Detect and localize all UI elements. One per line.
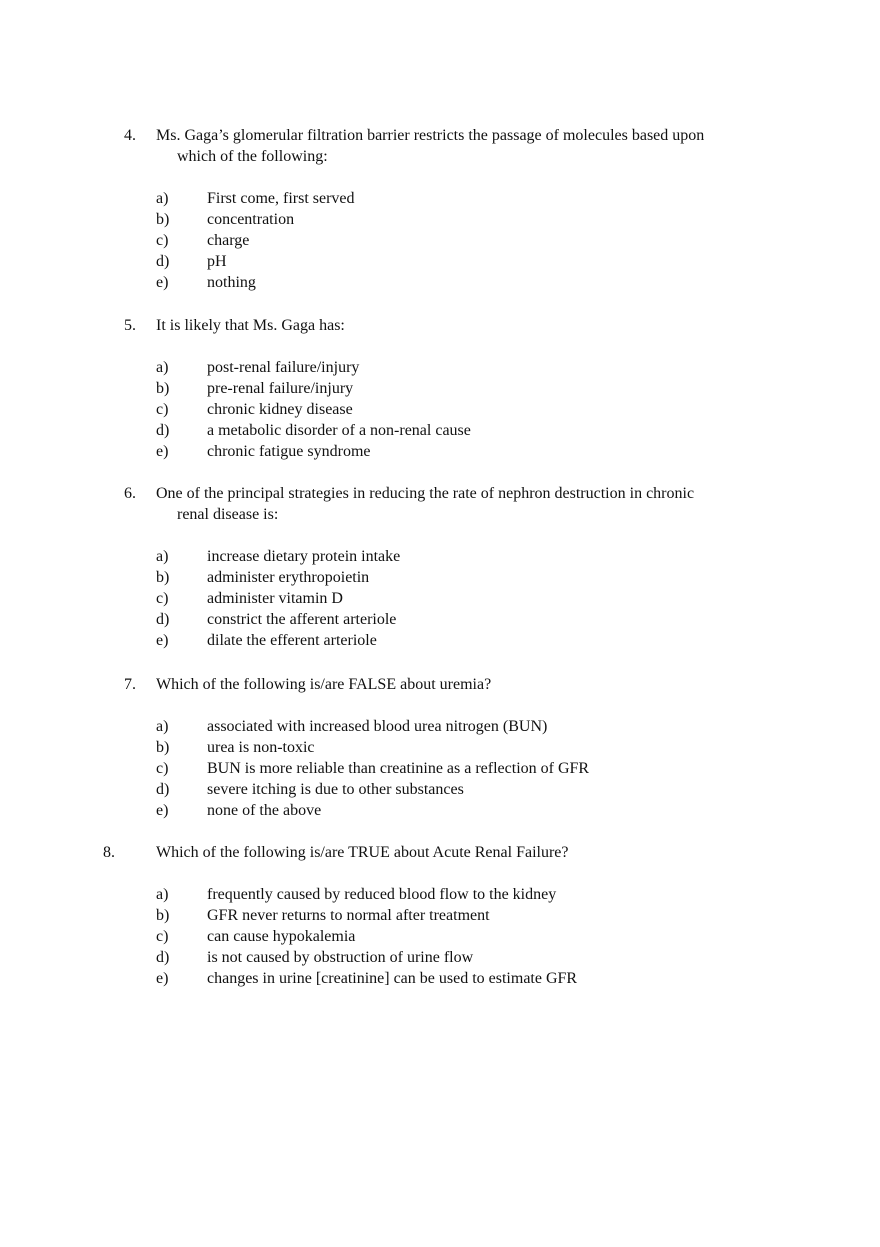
question-text [156,483,694,525]
answer-options [0,188,880,293]
answer-options [0,546,880,651]
option-letter: b) [156,569,170,586]
answer-option [0,758,880,779]
option-text: chronic fatigue syndrome [207,443,371,460]
option-text: chronic kidney disease [207,401,353,418]
option-letter: c) [156,401,169,418]
answer-option [0,546,880,567]
question-text [156,125,704,167]
answer-option [0,251,880,272]
answer-options [0,884,880,989]
option-letter: d) [156,949,170,966]
option-text: is not caused by obstruction of urine flow [207,949,474,966]
option-letter: c) [156,928,169,945]
option-letter: e) [156,632,169,649]
answer-option [0,968,880,989]
option-letter: a) [156,359,169,376]
option-text: post-renal failure/injury [207,359,360,376]
answer-option [0,800,880,821]
option-letter: d) [156,253,170,270]
answer-option [0,630,880,651]
option-letter: a) [156,718,169,735]
option-letter: c) [156,590,169,607]
question-line: Which of the following is/are TRUE about Acute Renal Failure? [156,844,569,861]
question-line: Ms. Gaga’s glomerular filtration barrier restricts the passage of molecules based upon [156,127,705,144]
option-text: associated with increased blood urea nitrogen (BUN) [207,718,548,735]
question-line: One of the principal strategies in reducing the rate of nephron destruction in chronic [156,485,695,502]
option-text: charge [207,232,250,249]
option-letter: e) [156,970,169,987]
option-letter: a) [156,548,169,565]
option-letter: b) [156,739,170,756]
answer-option [0,209,880,230]
answer-options [0,716,880,821]
answer-option [0,230,880,251]
answer-option [0,737,880,758]
answer-option [0,272,880,293]
answer-options [0,357,880,462]
option-text: changes in urine [creatinine] can be used to estimate GFR [207,970,578,987]
option-text: urea is non-toxic [207,739,315,756]
question-line: renal disease is: [177,506,279,523]
option-text: nothing [207,274,256,291]
option-letter: c) [156,760,169,777]
option-text: BUN is more reliable than creatinine as a reflection of GFR [207,760,590,777]
answer-option [0,188,880,209]
option-text: concentration [207,211,295,228]
answer-option [0,905,880,926]
question-text [156,674,491,695]
option-letter: b) [156,211,170,228]
question-number: 8. [103,844,115,861]
option-text: can cause hypokalemia [207,928,356,945]
answer-option [0,588,880,609]
option-text: First come, first served [207,190,355,207]
answer-option [0,884,880,905]
option-text: frequently caused by reduced blood flow to the kidney [207,886,557,903]
option-letter: d) [156,422,170,439]
option-letter: e) [156,443,169,460]
option-text: pre-renal failure/injury [207,380,354,397]
option-letter: a) [156,190,169,207]
option-text: increase dietary protein intake [207,548,401,565]
question-line: which of the following: [177,148,328,165]
option-letter: c) [156,232,169,249]
option-letter: e) [156,802,169,819]
option-text: severe itching is due to other substances [207,781,464,798]
option-text: GFR never returns to normal after treatment [207,907,490,924]
option-text: pH [207,253,227,270]
answer-option [0,441,880,462]
question-line: It is likely that Ms. Gaga has: [156,317,345,334]
option-letter: b) [156,380,170,397]
question-number: 6. [124,485,136,502]
option-text: administer erythropoietin [207,569,370,586]
question-number: 4. [124,127,136,144]
option-letter: b) [156,907,170,924]
answer-option [0,399,880,420]
option-text: dilate the efferent arteriole [207,632,377,649]
question-text [156,315,345,336]
option-text: a metabolic disorder of a non-renal cause [207,422,471,439]
question-text [156,842,568,863]
answer-option [0,357,880,378]
answer-option [0,947,880,968]
answer-option [0,609,880,630]
option-letter: e) [156,274,169,291]
answer-option [0,567,880,588]
option-text: administer vitamin D [207,590,343,607]
question-number: 5. [124,317,136,334]
question-number: 7. [124,676,136,693]
option-letter: a) [156,886,169,903]
answer-option [0,420,880,441]
option-letter: d) [156,781,170,798]
answer-option [0,779,880,800]
answer-option [0,378,880,399]
answer-option [0,926,880,947]
option-text: constrict the afferent arteriole [207,611,397,628]
option-letter: d) [156,611,170,628]
option-text: none of the above [207,802,322,819]
question-line: Which of the following is/are FALSE about uremia? [156,676,492,693]
answer-option [0,716,880,737]
